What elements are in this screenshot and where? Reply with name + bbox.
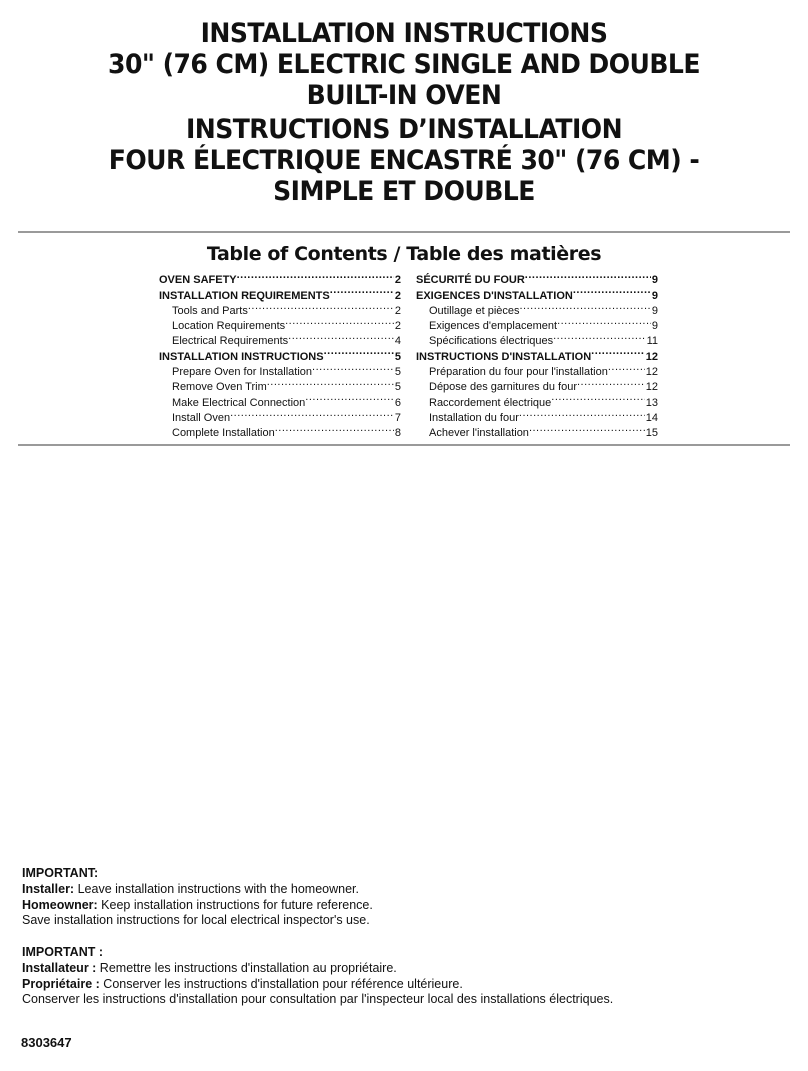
top-divider: [18, 231, 790, 233]
title-line-en-2: 30" (76 CM) ELECTRIC SINGLE AND DOUBLE: [108, 49, 700, 80]
toc-entry[interactable]: Outillage et pièces ..... 9: [416, 299, 658, 314]
toc-entry[interactable]: Tools and Parts ..... 2: [159, 299, 401, 314]
title-line-en-3: BUILT-IN OVEN: [306, 80, 502, 111]
installer-note-en: Installer: Leave installation instructions with the homeowner.: [22, 881, 359, 896]
title-line-en-1: INSTALLATION INSTRUCTIONS: [200, 18, 608, 49]
inspector-note-fr: Conserver les instructions d'installation pour consultation par l'inspecteur local des installations électriques.: [22, 992, 614, 1007]
toc-entry[interactable]: Préparation du four pour l'installation ..... 12: [416, 360, 658, 375]
toc-entry[interactable]: INSTALLATION REQUIREMENTS ..... 2: [159, 283, 401, 298]
toc-entry[interactable]: Electrical Requirements ..... 4: [159, 329, 401, 344]
homeowner-note-fr: Propriétaire : Conserver les instructions d'installation pour référence ultérieure.: [22, 976, 463, 991]
toc-entry[interactable]: Make Electrical Connection ..... 6: [159, 390, 401, 405]
toc-entry[interactable]: Install Oven ..... 7: [159, 406, 401, 421]
document-title: [0, 18, 808, 207]
toc-entry[interactable]: Prepare Oven for Installation ..... 5: [159, 360, 401, 375]
toc-entry[interactable]: Installation du four ..... 14: [416, 406, 658, 421]
important-notes: [22, 866, 613, 1008]
bottom-divider: [18, 444, 790, 446]
toc-entry[interactable]: OVEN SAFETY ..... 2: [159, 268, 401, 283]
toc-entry[interactable]: INSTRUCTIONS D'INSTALLATION ..... 12: [416, 344, 658, 359]
inspector-note-en: Save installation instructions for local electrical inspector's use.: [22, 913, 370, 928]
document-number: 8303647: [21, 1035, 72, 1050]
toc-entry[interactable]: Dépose des garnitures du four ..... 12: [416, 375, 658, 390]
toc-column-french: [416, 268, 658, 440]
toc-entry[interactable]: Remove Oven Trim ..... 5: [159, 375, 401, 390]
title-line-fr-1: INSTRUCTIONS D’INSTALLATION: [185, 114, 623, 145]
toc-heading: Table of Contents / Table des matières: [206, 243, 602, 265]
toc-entry[interactable]: EXIGENCES D'INSTALLATION ..... 9: [416, 283, 658, 298]
important-heading-en: IMPORTANT:: [22, 866, 99, 880]
toc-entry[interactable]: SÉCURITÉ DU FOUR ..... 9: [416, 268, 658, 283]
installer-note-fr: Installateur : Remettre les instructions d'installation au propriétaire.: [22, 960, 397, 975]
toc-entry[interactable]: Spécifications électriques ..... 11: [416, 329, 658, 344]
toc-entry[interactable]: Achever l'installation ..... 15: [416, 421, 658, 436]
toc-entry[interactable]: Exigences d'emplacement ..... 9: [416, 314, 658, 329]
toc-entry[interactable]: Complete Installation ..... 8: [159, 421, 401, 436]
toc-entry[interactable]: Raccordement électrique ..... 13: [416, 390, 658, 405]
homeowner-note-en: Homeowner: Keep installation instructions for future reference.: [22, 897, 373, 912]
toc-entry[interactable]: Location Requirements ..... 2: [159, 314, 401, 329]
title-line-fr-3: SIMPLE ET DOUBLE: [273, 176, 535, 207]
toc-entry[interactable]: INSTALLATION INSTRUCTIONS ..... 5: [159, 344, 401, 359]
important-heading-fr: IMPORTANT :: [22, 944, 104, 959]
toc-column-english: [159, 268, 401, 440]
title-line-fr-2: FOUR ÉLECTRIQUE ENCASTRÉ 30" (76 CM) -: [108, 145, 700, 176]
